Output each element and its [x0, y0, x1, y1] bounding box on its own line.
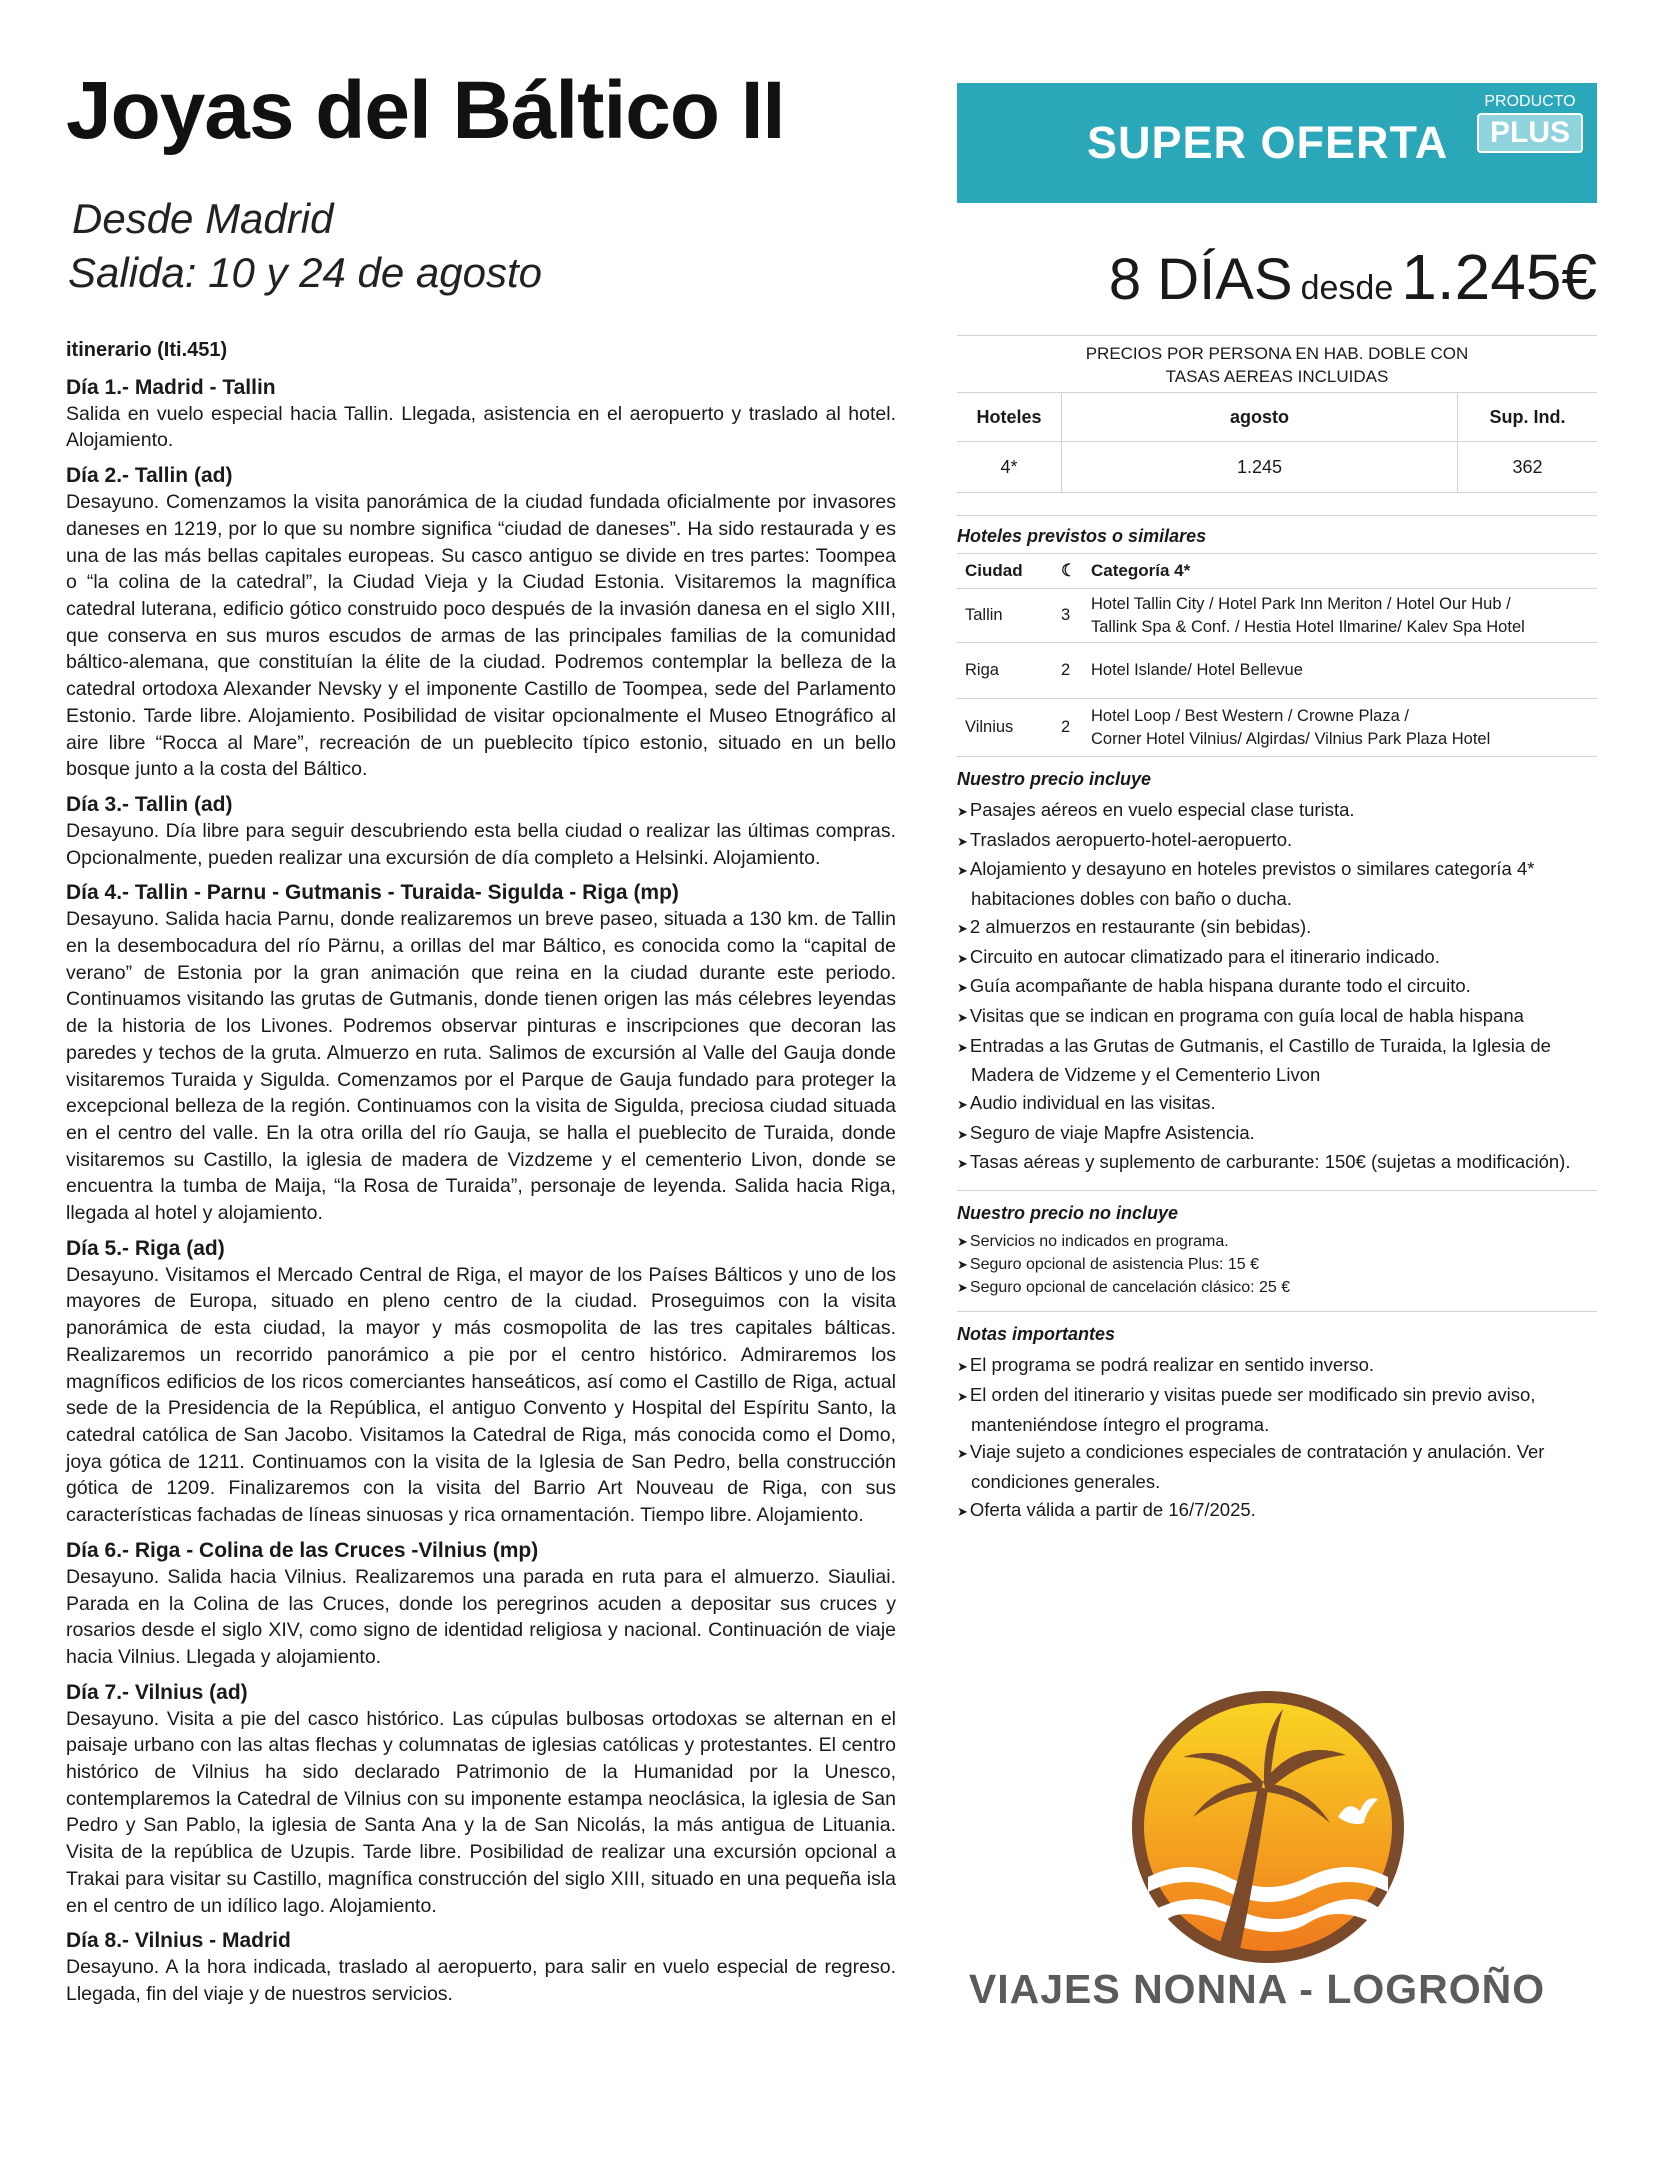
hotels-col-category: Categoría 4* [1090, 554, 1597, 589]
departure-subtitle: Salida: 10 y 24 de agosto [68, 249, 543, 297]
includes-item: ➤ Alojamiento y desayuno en hoteles previstos o similares categoría 4* habitaciones dobles con baño o ducha. [957, 855, 1597, 912]
excludes-item: ➤ Servicios no indicados en programa. [957, 1230, 1597, 1253]
offer-column [957, 83, 1597, 1525]
day-title: Día 3.- Tallin (ad) [66, 792, 233, 816]
includes-list [957, 796, 1597, 1178]
includes-item: ➤ 2 almuerzos en restaurante (sin bebidas). [957, 913, 1597, 943]
hotel-city: Riga [957, 643, 1060, 699]
hotel-names-line1: Hotel Loop / Best Western / Crowne Plaza / [1091, 706, 1409, 725]
day-text: Desayuno. Comenzamos la visita panorámica de la ciudad fundada oficialmente por invasores daneses en 1219, por lo que su nombre significa “ciudad de daneses”. Ha sido restaurada y es una de las más bellas capitales europeas. Su casco antiguo se divide en tres partes: Toompea o “la colina de la catedral”, la Ciudad Vieja y la Ciudad Estonia. Visitaremos la magnífica catedral luterana, edificio gótico construido poco después de la invasión danesa en el siglo XIII, que conserva en sus muros escudos de armas de las principales familias de la comunidad báltico-alemana, que constituían la élite de la ciudad. Podremos contemplar la belleza de la catedral ortodoxa Alexander Nevsky y el imponente Castillo de Toompea, sede del Parlamento Estonio. Tarde libre. Alojamiento. Posibilidad de visitar opcionalmente el Museo Etnográfico al aire libre “Rocca al Mare”, recreación de un pueblecito típico estonio, situado en un bello bosque junto a la costa del Báltico. [66, 491, 896, 781]
includes-item: ➤ Guía acompañante de habla hispana durante todo el circuito. [957, 972, 1597, 1002]
page-title: Joyas del Báltico II [66, 65, 785, 156]
day-text: Desayuno. Visita a pie del casco histórico. Las cúpulas bulbosas ortodoxas se alternan en el paisaje urbano con las altas flechas y columnatas de iglesias católicas y protestantes. El centro histórico de Vilnius ha sido declarado Patrimonio de la Humanidad por la Unesco, contemplaremos la Catedral de Vilnius con su imponente estampa neoclásica, la iglesia de San Pedro y San Pablo, la iglesia de Santa Ana y la de San Nicolás, la más antigua de Lituania. Visita de la república de Uzupis. Tarde libre. Posibilidad de realizar una excursión opcional a Trakai para visitar su Castillo, magnífica construcción del siglo XIII, situado en una pequeña isla en el centro de un idílico lago. Alojamiento. [66, 1707, 896, 1917]
desde-label: desde [1300, 269, 1394, 307]
price-cell-sup: 362 [1458, 442, 1598, 493]
excludes-item: ➤ Seguro opcional de cancelación clásico: 25 € [957, 1276, 1597, 1299]
hotel-names [1090, 589, 1597, 643]
agency-name: VIAJES NONNA - LOGROÑO [968, 1966, 1546, 2012]
price-table-heading [957, 336, 1597, 392]
divider [957, 1311, 1597, 1312]
price-col-sup: Sup. Ind. [1458, 393, 1598, 442]
notes-section [957, 1324, 1597, 1525]
hotel-names [1090, 699, 1597, 757]
includes-item: ➤ Pasajes aéreos en vuelo especial clase turista. [957, 796, 1597, 826]
day-text: Desayuno. A la hora indicada, traslado al aeropuerto, para salir en vuelo especial de regreso. Llegada, fin del viaje y de nuestros servicios. [66, 1956, 896, 2005]
day-title: Día 1.- Madrid - Tallin [66, 375, 276, 399]
origin-subtitle: Desde Madrid [72, 195, 334, 242]
excludes-section [957, 1203, 1597, 1299]
badge-top-text: PRODUCTO [1484, 93, 1576, 110]
hotel-names-line1: Hotel Tallin City / Hotel Park Inn Meriton / Hotel Our Hub / [1091, 594, 1511, 613]
day-title: Día 5.- Riga (ad) [66, 1236, 225, 1260]
palm-tree-sunset-icon [1068, 1687, 1468, 1967]
notes-item: ➤ El orden del itinerario y visitas puede ser modificado sin previo aviso, manteniéndose íntegro el programa. [957, 1381, 1597, 1438]
day-text: Salida en vuelo especial hacia Tallin. Llegada, asistencia en el aeropuerto y traslado al hotel. Alojamiento. [66, 402, 896, 452]
divider [957, 1190, 1597, 1191]
itinerary-days [66, 374, 896, 2008]
hotel-city: Tallin [957, 589, 1060, 643]
hotels-section [957, 526, 1597, 757]
day-title: Día 8.- Vilnius - Madrid [66, 1929, 291, 1953]
includes-item: ➤ Tasas aéreas y suplemento de carburante: 150€ (sujetas a modificación). [957, 1148, 1597, 1178]
excludes-title: Nuestro precio no incluye [957, 1203, 1179, 1224]
price-heading-line2: TASAS AEREAS INCLUIDAS [1165, 367, 1389, 386]
price-heading-line1: PRECIOS POR PERSONA EN HAB. DOBLE CON [1085, 344, 1469, 363]
hotel-names-line2: Tallink Spa & Conf. / Hestia Hotel Ilmarine/ Kalev Spa Hotel [1091, 617, 1525, 636]
price-col-hoteles: Hoteles [957, 393, 1062, 442]
itinerary-column [66, 65, 896, 2008]
divider [957, 515, 1597, 516]
hotel-row [957, 699, 1597, 757]
price-line [957, 241, 1597, 313]
notes-list [957, 1351, 1597, 1525]
day-title: Día 2.- Tallin (ad) [66, 464, 233, 488]
includes-item: ➤ Entradas a las Grutas de Gutmanis, el Castillo de Turaida, la Iglesia de Madera de Vidzeme y el Cementerio Livon [957, 1032, 1597, 1089]
moon-icon: ☾ [1060, 554, 1090, 589]
notes-item: ➤ Viaje sujeto a condiciones especiales de contratación y anulación. Ver condiciones generales. [957, 1438, 1597, 1495]
notes-item: ➤ El programa se podrá realizar en sentido inverso. [957, 1351, 1597, 1381]
hotel-city: Vilnius [957, 699, 1060, 757]
includes-item: ➤ Seguro de viaje Mapfre Asistencia. [957, 1119, 1597, 1149]
super-offer-banner [957, 83, 1597, 203]
hotel-nights: 2 [1060, 643, 1090, 699]
hotels-title: Hoteles previstos o similares [957, 526, 1207, 546]
hotel-nights: 2 [1060, 699, 1090, 757]
price-cell-category: 4* [957, 442, 1062, 493]
days-count: 8 DÍAS [1108, 247, 1293, 312]
notes-title: Notas importantes [957, 1324, 1116, 1345]
day-text: Desayuno. Salida hacia Vilnius. Realizaremos una parada en ruta para el almuerzo. Siauliai. Parada en la Colina de las Cruces, donde los peregrinos acuden a depositar sus cruces y rosarios desde el siglo XIV, como signo de identidad religiosa y nacional. Continuación de viaje hacia Vilnius. Llegada y alojamiento. [66, 1565, 896, 1668]
price-amount: 1.245€ [1401, 241, 1597, 313]
hotels-col-city: Ciudad [957, 554, 1060, 589]
includes-section [957, 769, 1597, 1178]
includes-item: ➤ Visitas que se indican en programa con guía local de habla hispana [957, 1002, 1597, 1032]
hotel-row [957, 589, 1597, 643]
banner-text: SUPER OFERTA [1087, 117, 1449, 168]
hotel-row [957, 643, 1597, 699]
itinerary-code: itinerario (Iti.451) [66, 338, 228, 361]
day-text: Desayuno. Visitamos el Mercado Central de Riga, el mayor de los Países Bálticos y uno de los mayores de Europa, situado en pleno centro de la ciudad. Proseguimos con la visita panorámica de esta ciudad, la mayor y más cosmopolita de las tres capitales bálticas. Realizaremos un recorrido panorámico a pie por el centro histórico. Admiraremos los magníficos edificios de los ricos comerciantes hanseáticos, así como el Castillo de Riga, actual sede de la Presidencia de la República, el antiguo Convento y Hospital del Espíritu Santo, la catedral católica de San Jacobo. Visitamos la Catedral de Riga, más conocida como el Domo, joya gótica de 1211. Continuamos con la visita de la Iglesia de San Pedro, bella construcción gótica de 1209. Finalizaremos con la visita del Barrio Art Nouveau de Riga, con sus características fachadas de líneas sinuosas y rica ornamentación. Tiempo libre. Alojamiento. [66, 1263, 896, 1527]
day-title: Día 4.- Tallin - Parnu - Gutmanis - Turaida- Sigulda - Riga (mp) [66, 881, 679, 905]
day-title: Día 7.- Vilnius (ad) [66, 1680, 248, 1704]
hotels-table [957, 553, 1597, 757]
price-table [957, 392, 1597, 493]
day-text: Desayuno. Día libre para seguir descubriendo esta bella ciudad o realizar las últimas compras. Opcionalmente, pueden realizar una excursión de día completo a Helsinki. Alojamiento. [66, 819, 896, 869]
producto-plus-badge [1477, 93, 1583, 153]
price-col-agosto: agosto [1062, 393, 1458, 442]
includes-title: Nuestro precio incluye [957, 769, 1152, 789]
price-cell-agosto: 1.245 [1062, 442, 1458, 493]
includes-item: ➤ Traslados aeropuerto-hotel-aeropuerto. [957, 826, 1597, 856]
includes-item: ➤ Circuito en autocar climatizado para el itinerario indicado. [957, 943, 1597, 973]
excludes-item: ➤ Seguro opcional de asistencia Plus: 15 € [957, 1253, 1597, 1276]
badge-plus-text: PLUS [1477, 113, 1583, 153]
hotel-nights: 3 [1060, 589, 1090, 643]
notes-item: ➤ Oferta válida a partir de 16/7/2025. [957, 1496, 1597, 1526]
includes-item: ➤ Audio individual en las visitas. [957, 1089, 1597, 1119]
hotel-names-line1: Hotel Islande/ Hotel Bellevue [1091, 661, 1303, 679]
hotel-names-line2: Corner Hotel Vilnius/ Algirdas/ Vilnius Park Plaza Hotel [1091, 729, 1491, 748]
day-title: Día 6.- Riga - Colina de las Cruces -Vilnius (mp) [66, 1538, 539, 1562]
day-text: Desayuno. Salida hacia Parnu, donde realizaremos un breve paseo, situada a 130 km. de Tallin en la desembocadura del río Pärnu, a orillas del mar Báltico, es conocida como la “capital de verano” de Estonia por la gran animación que reina en la ciudad durante este periodo. Continuamos visitando las grutas de Gutmanis, donde tienen origen las más célebres leyendas de la historia de los Livones. Podremos observar pinturas e inscripciones que decoran las paredes y techos de la gruta. Almuerzo en ruta. Salimos de excursión al Valle del Gauja donde visitaremos Turaida y Sigulda. Comenzamos por el Parque de Gauja fundado para proteger la excepcional belleza de la región. Continuamos con la visita de Sigulda, preciosa ciudad situada en el centro del valle. En la otra orilla del río Gauja, se halla el pueblecito de Turaida, donde visitaremos su Castillo, la iglesia de madera de Vizdzeme y el cementerio Livon, donde se encuentra la tumba de Maija, “la Rosa de Turaida”, personaje de leyenda. Salida hacia Riga, llegada al hotel y alojamiento. [66, 908, 896, 1225]
excludes-list [957, 1230, 1597, 1299]
hotel-names [1090, 643, 1597, 699]
